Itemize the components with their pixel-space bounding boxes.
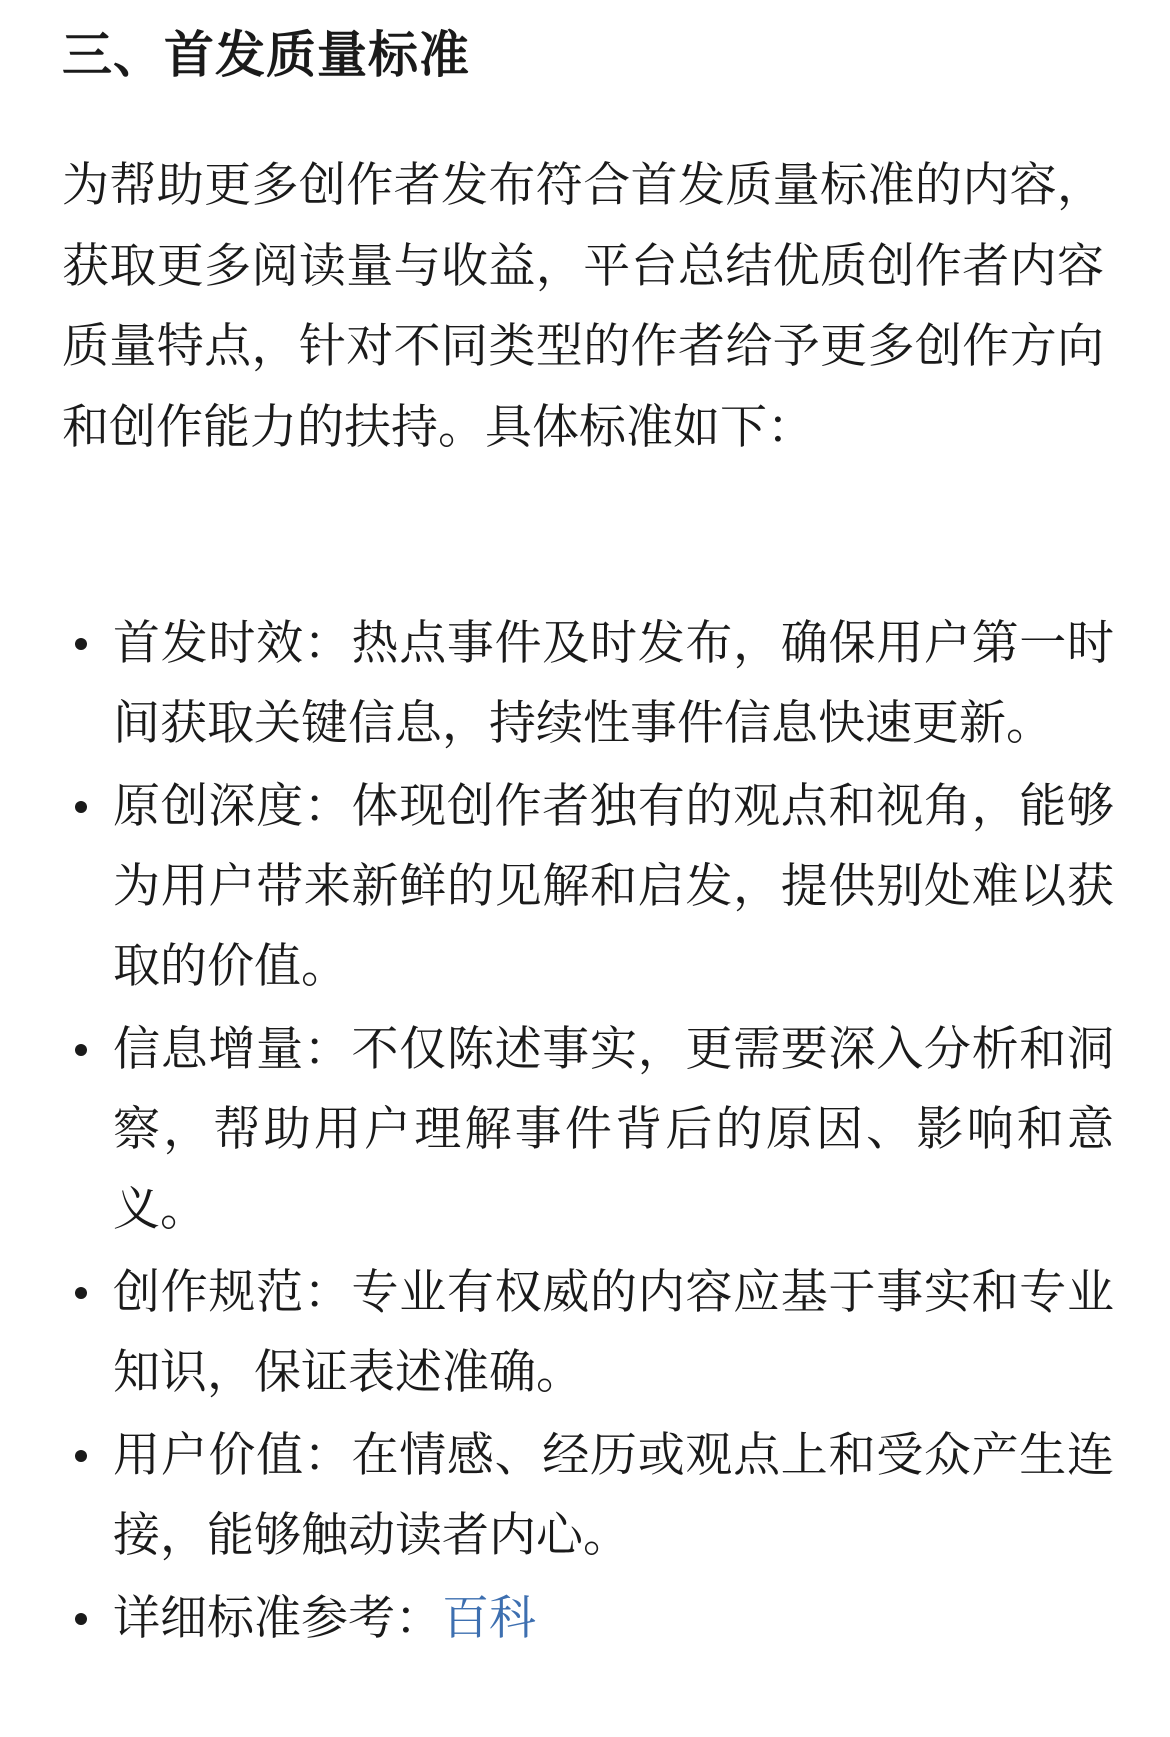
bullet-dot-icon xyxy=(75,1613,87,1625)
list-item xyxy=(62,1416,1114,1576)
bullet-dot-icon xyxy=(75,1450,87,1462)
intro-paragraph: 为帮助更多创作者发布符合首发质量标准的内容，获取更多阅读量与收益，平台总结优质创作者内容质量特点，针对不同类型的作者给予更多创作方向和创作能力的扶持。具体标准如下： xyxy=(62,158,1104,455)
bullet-dot-icon xyxy=(75,1287,87,1299)
list-item xyxy=(62,604,1114,764)
list-item-text: 首发时效：热点事件及时发布，确保用户第一时间获取关键信息，持续性事件信息快速更新。 xyxy=(113,616,1114,751)
encyclopedia-link[interactable]: 百科 xyxy=(442,1591,536,1646)
list-item-text: 原创深度：体现创作者独有的观点和视角，能够为用户带来新鲜的见解和启发，提供别处难以获取的价值。 xyxy=(113,779,1114,994)
bullet-dot-icon xyxy=(75,801,87,813)
list-item xyxy=(62,1253,1114,1413)
reference-list-item xyxy=(62,1579,1114,1659)
bullet-dot-icon xyxy=(75,638,87,650)
list-item-text: 用户价值：在情感、经历或观点上和受众产生连接，能够触动读者内心。 xyxy=(113,1428,1114,1563)
reference-line xyxy=(113,1579,1114,1659)
standards-list xyxy=(62,604,1114,1662)
bullet-dot-icon xyxy=(75,1044,87,1056)
section-heading: 三、首发质量标准 xyxy=(62,26,470,84)
list-item-text: 创作规范：专业有权威的内容应基于事实和专业知识，保证表述准确。 xyxy=(113,1265,1114,1400)
list-item-text: 信息增量：不仅陈述事实，更需要深入分析和洞察，帮助用户理解事件背后的原因、影响和意义。 xyxy=(113,1022,1114,1237)
list-item xyxy=(62,767,1114,1007)
reference-label: 详细标准参考： xyxy=(113,1591,442,1646)
list-item xyxy=(62,1010,1114,1250)
